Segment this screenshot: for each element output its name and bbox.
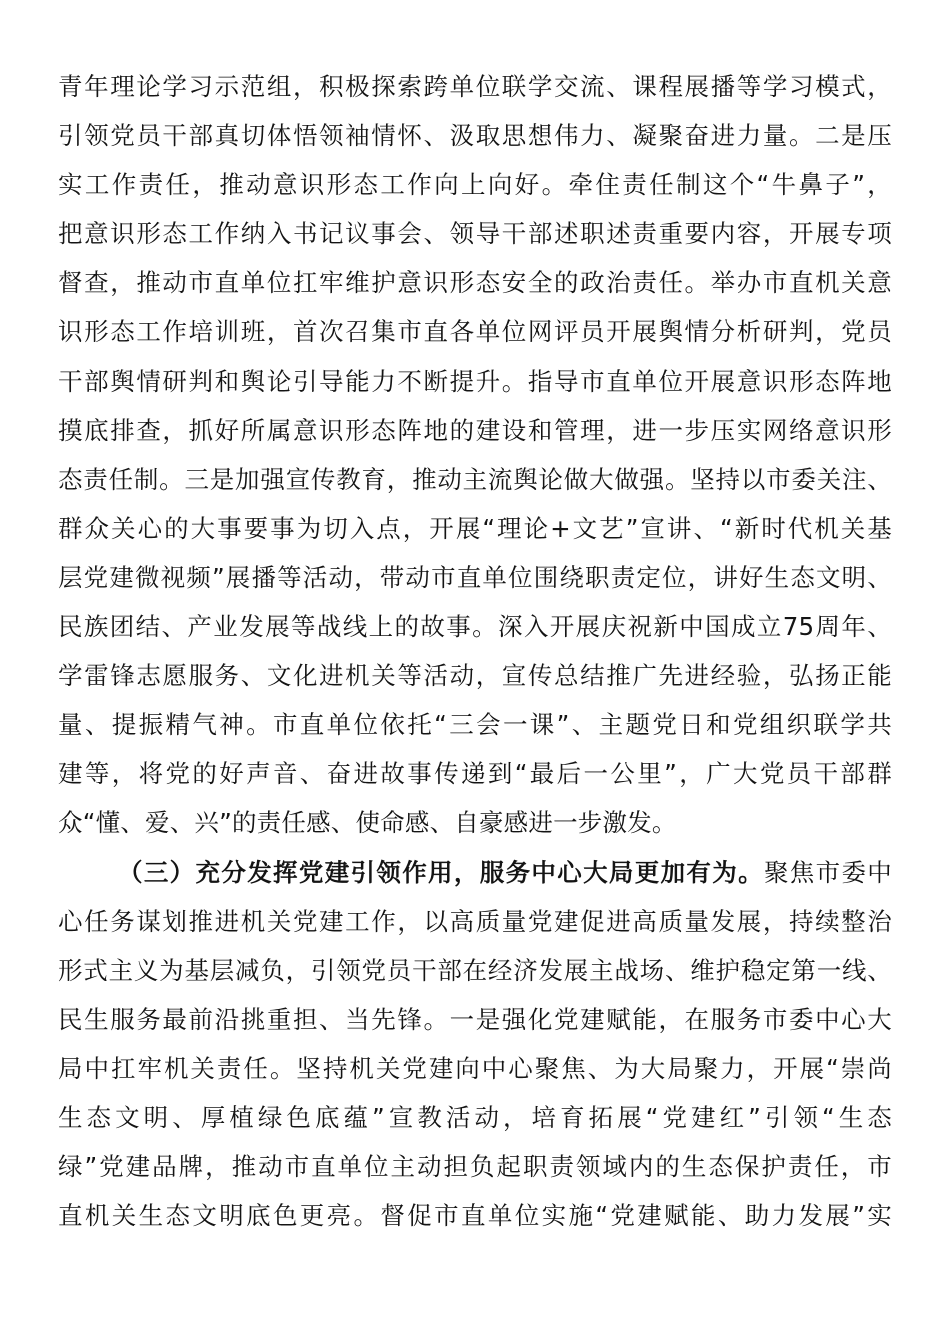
text-line: 局中扛牢机关责任。坚持机关党建向中心聚焦、为大局聚力，开展“崇尚	[58, 1053, 892, 1083]
text-line: 心任务谋划推进机关党建工作，以高质量党建促进高质量发展，持续整治	[58, 906, 892, 936]
text-line: 形式主义为基层减负，引领党员干部在经济发展主战场、维护稳定第一线、	[58, 955, 892, 985]
heading-line-continuation: 聚焦市委中	[763, 857, 893, 887]
text-line: 把意识形态工作纳入书记议事会、领导干部述职述责重要内容，开展专项	[58, 219, 892, 249]
text-line: 干部舆情研判和舆论引导能力不断提升。指导市直单位开展意识形态阵地	[58, 366, 892, 396]
section-heading-line	[58, 848, 892, 897]
text-line: 督查，推动市直单位扛牢维护意识形态安全的政治责任。举办市直机关意	[58, 268, 892, 298]
text-line: 生态文明、厚植绿色底蕴”宣教活动，培育拓展“党建红”引领“生态	[58, 1102, 892, 1132]
text-line: 实工作责任，推动意识形态工作向上向好。牵住责任制这个“牛鼻子”，	[58, 170, 892, 200]
text-line: 摸底排查，抓好所属意识形态阵地的建设和管理，进一步压实网络意识形	[58, 415, 892, 445]
text-line: 层党建微视频”展播等活动，带动市直单位围绕职责定位，讲好生态文明、	[58, 562, 892, 592]
text-line: 民生服务最前沿挑重担、当先锋。一是强化党建赋能，在服务市委中心大	[58, 1004, 892, 1034]
text-line: 学雷锋志愿服务、文化进机关等活动，宣传总结推广先进经验，弘扬正能	[58, 661, 892, 691]
text-line: 态责任制。三是加强宣传教育，推动主流舆论做大做强。坚持以市委关注、	[58, 464, 892, 494]
paragraph-end-line: 众“懂、爱、兴”的责任感、使命感、自豪感进一步激发。	[58, 808, 677, 838]
text-line: 建等，将党的好声音、奋进故事传递到“最后一公里”，广大党员干部群	[58, 759, 892, 789]
text-line: 直机关生态文明底色更亮。督促市直单位实施“党建赋能、助力发展”实	[58, 1201, 892, 1231]
text-line: 引领党员干部真切体悟领袖情怀、汲取思想伟力、凝聚奋进力量。二是压	[58, 121, 892, 151]
text-line: 绿”党建品牌，推动市直单位主动担负起职责领域内的生态保护责任，市	[58, 1152, 892, 1182]
text-line: 量、提振精气神。市直单位依托“三会一课”、主题党日和党组织联学共	[58, 710, 892, 740]
body-text	[58, 62, 892, 1240]
section-heading: （三）充分发挥党建引领作用，服务中心大局更加有为。	[118, 857, 764, 887]
text-line: 民族团结、产业发展等战线上的故事。深入开展庆祝新中国成立75周年、	[58, 612, 892, 642]
text-line: 识形态工作培训班，首次召集市直各单位网评员开展舆情分析研判，党员	[58, 317, 892, 347]
text-line: 青年理论学习示范组，积极探索跨单位联学交流、课程展播等学习模式，	[58, 72, 892, 101]
text-line: 群众关心的大事要事为切入点，开展“理论+文艺”宣讲、“新时代机关基	[58, 513, 892, 543]
